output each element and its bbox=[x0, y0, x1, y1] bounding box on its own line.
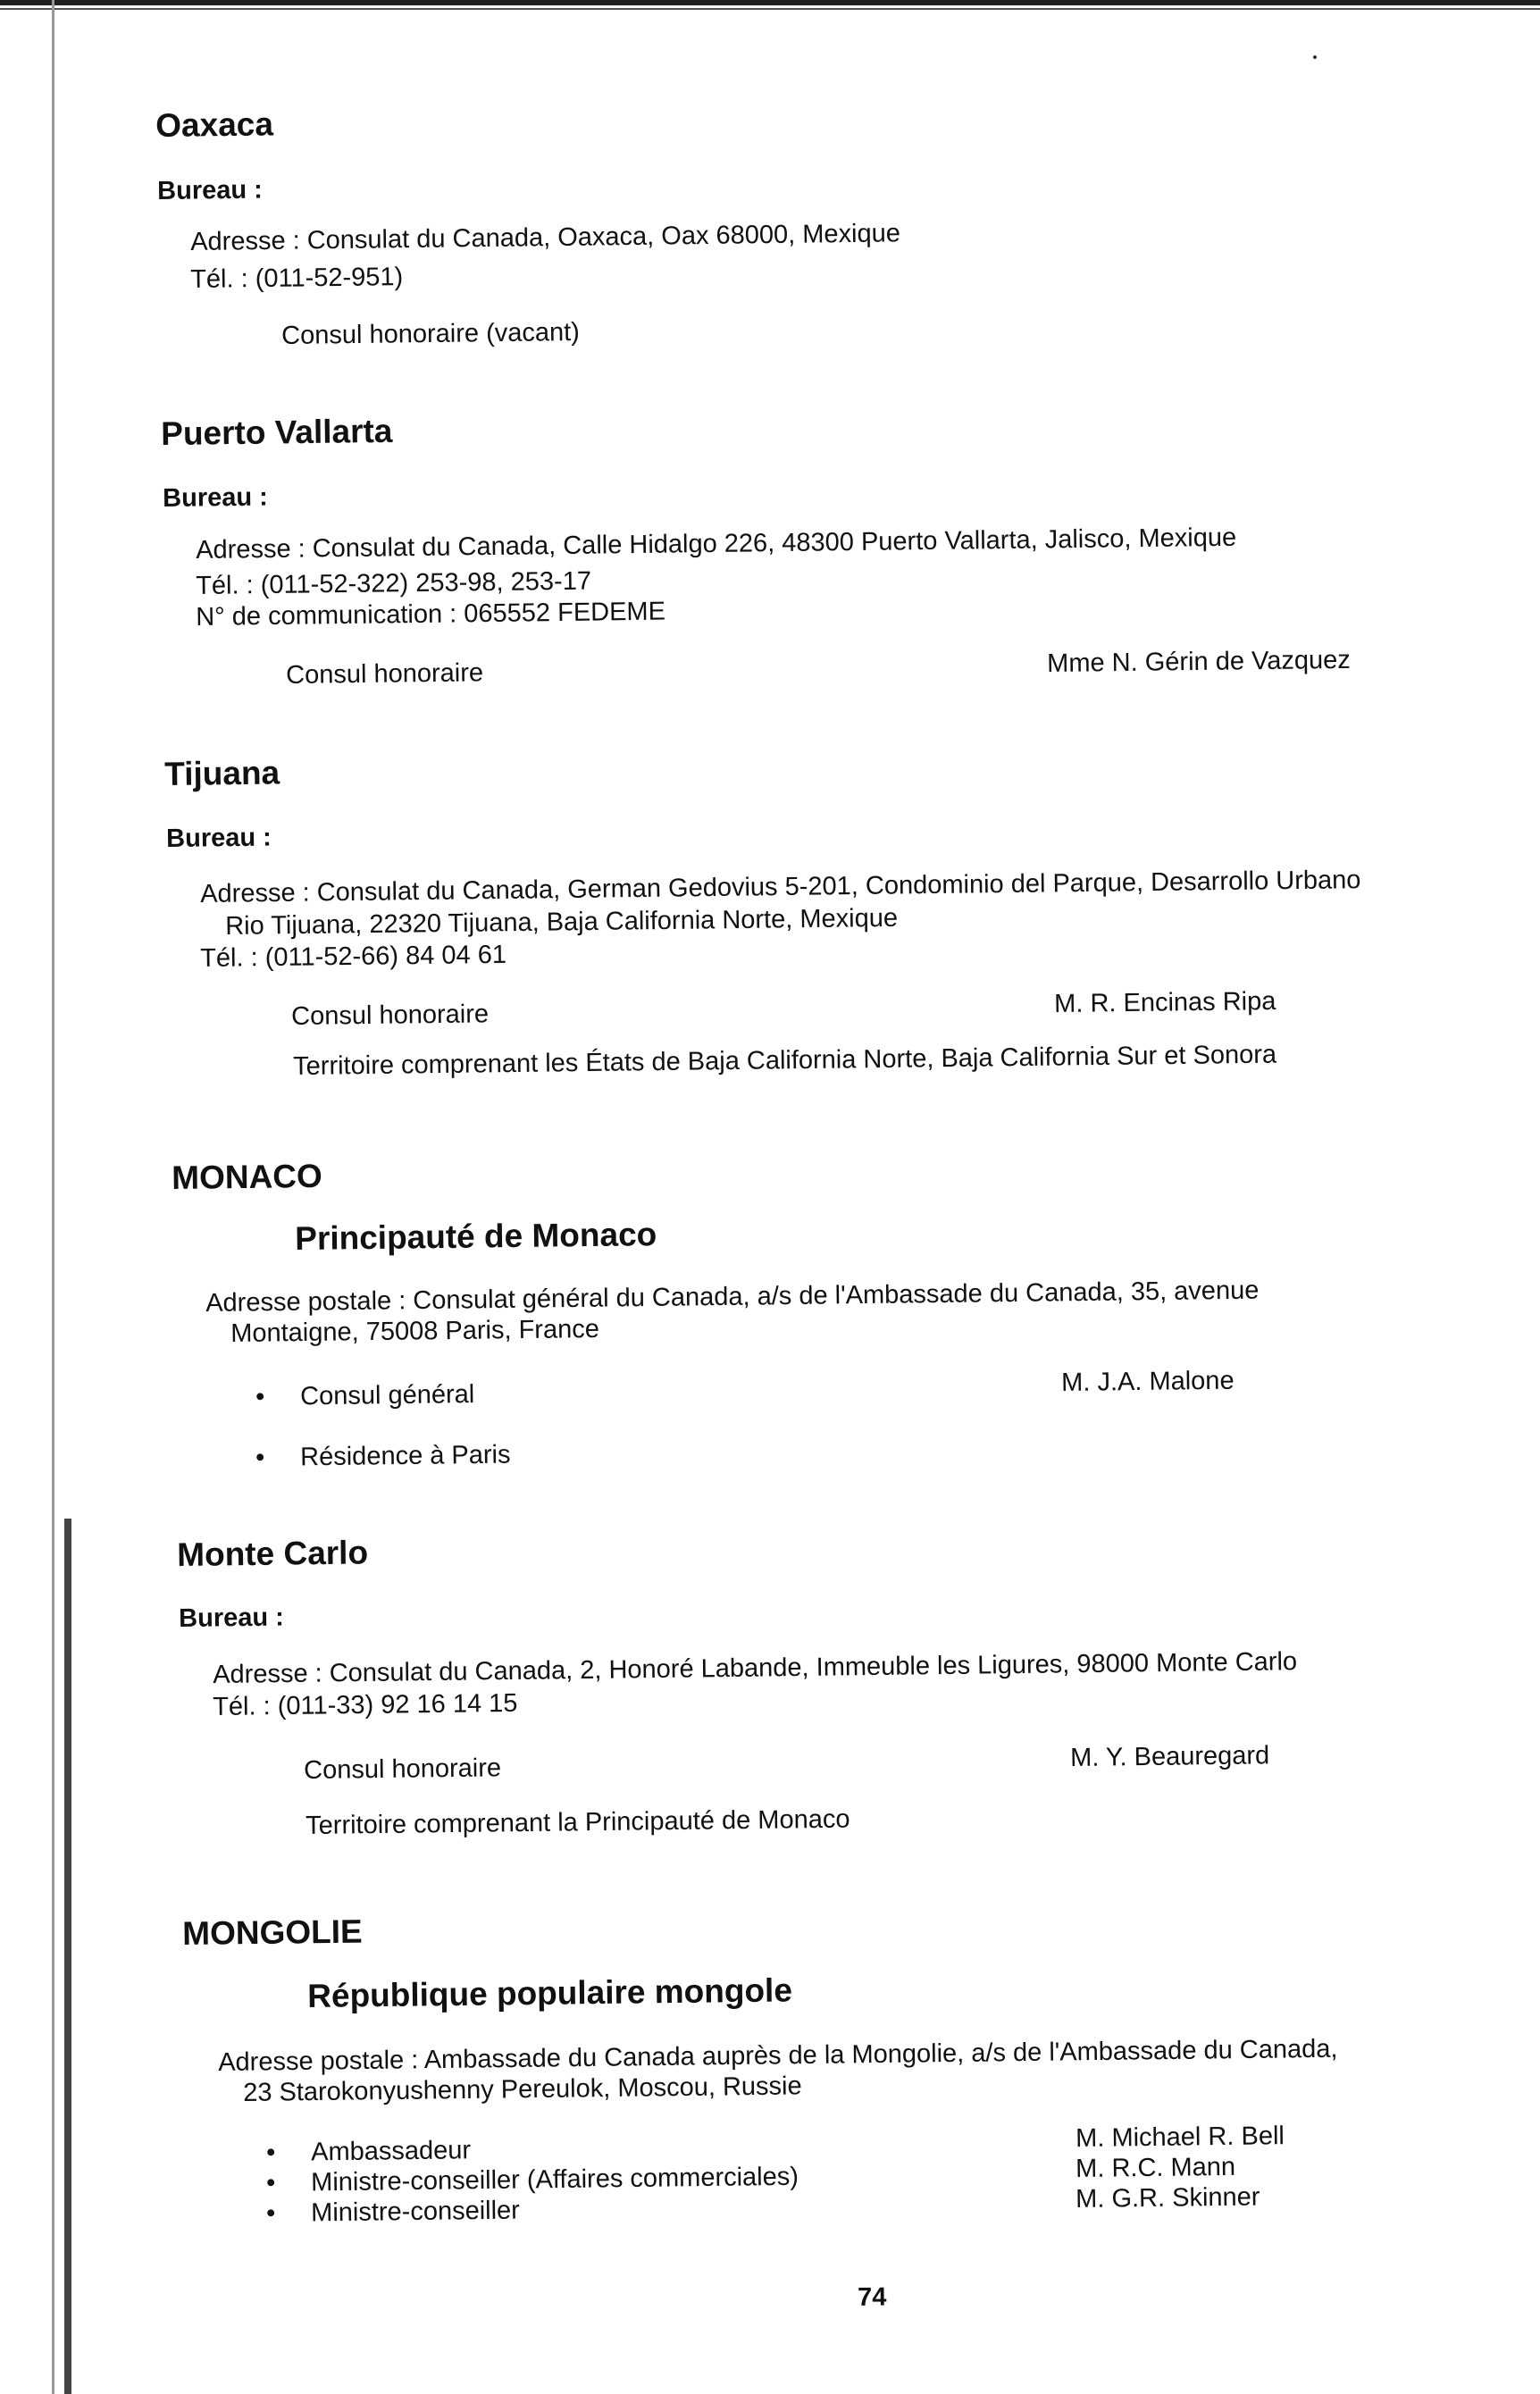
page-number: 74 bbox=[858, 2282, 887, 2312]
bureau-label: Bureau : bbox=[179, 1603, 285, 1633]
city-heading-puerto-vallarta: Puerto Vallarta bbox=[161, 412, 393, 452]
official-name: Principauté de Monaco bbox=[295, 1216, 657, 1257]
address-line: Adresse : Consulat du Canada, Calle Hidalgo 226, 48300 Puerto Vallarta, Jalisco, Mexique bbox=[196, 523, 1237, 565]
person-name: M. G.R. Skinner bbox=[1075, 2182, 1260, 2214]
address-line: Adresse : Consulat du Canada, Oaxaca, Oax 68000, Mexique bbox=[190, 219, 901, 256]
postal-address-line: Adresse postale : Ambassade du Canada auprès de la Mongolie, a/s de l'Ambassade du Canada, bbox=[218, 2034, 1338, 2077]
person-name: M. R. Encinas Ripa bbox=[1054, 986, 1276, 1018]
person-name: M. Y. Beauregard bbox=[1070, 1741, 1270, 1772]
staff-role: • Ambassadeur bbox=[266, 2136, 471, 2168]
person-name: M. J.A. Malone bbox=[1061, 1366, 1235, 1397]
territory-line: Territoire comprenant les États de Baja California Norte, Baja California Sur et Sonora bbox=[293, 1040, 1277, 1081]
address-line-continued: Rio Tijuana, 22320 Tijuana, Baja California Norte, Mexique bbox=[225, 903, 899, 941]
tel-line: Tél. : (011-52-66) 84 04 61 bbox=[200, 940, 507, 973]
postal-address-line-continued: 23 Starokonyushenny Pereulok, Moscou, Russie bbox=[243, 2072, 802, 2107]
address-line: Adresse : Consulat du Canada, German Gedovius 5-201, Condominio del Parque, Desarrollo Urbano bbox=[200, 866, 1361, 908]
role-line: Consul honoraire bbox=[286, 658, 484, 690]
city-heading-monte-carlo: Monte Carlo bbox=[177, 1534, 369, 1573]
scan-left-edge bbox=[52, 0, 54, 2394]
official-name: République populaire mongole bbox=[307, 1971, 793, 2014]
scan-speck bbox=[1313, 55, 1317, 59]
tel-line: Tél. : (011-33) 92 16 14 15 bbox=[213, 1688, 518, 1721]
person-name: Mme N. Gérin de Vazquez bbox=[1047, 645, 1351, 678]
bureau-label: Bureau : bbox=[166, 823, 272, 853]
bureau-label: Bureau : bbox=[163, 482, 269, 513]
role-line: Consul honoraire bbox=[291, 1000, 490, 1031]
staff-role: • Consul général bbox=[255, 1380, 474, 1412]
scan-binding-shadow bbox=[64, 1519, 71, 2394]
country-heading-monaco: MONACO bbox=[172, 1157, 323, 1196]
tel-line: Tél. : (011-52-322) 253-98, 253-17 bbox=[196, 566, 592, 600]
territory-line: Territoire comprenant la Principauté de Monaco bbox=[305, 1804, 850, 1840]
address-line: Adresse : Consulat du Canada, 2, Honoré Labande, Immeuble les Ligures, 98000 Monte Carlo bbox=[213, 1647, 1298, 1689]
postal-address-line: Adresse postale : Consulat général du Canada, a/s de l'Ambassade du Canada, 35, avenue bbox=[205, 1276, 1260, 1318]
role-line: Consul honoraire (vacant) bbox=[281, 317, 581, 350]
role-line: Consul honoraire bbox=[304, 1754, 502, 1785]
country-heading-mongolie: MONGOLIE bbox=[182, 1913, 363, 1952]
person-name: M. Michael R. Bell bbox=[1075, 2122, 1285, 2153]
scan-top-edge-line bbox=[0, 8, 1540, 10]
bureau-label: Bureau : bbox=[157, 175, 264, 205]
city-heading-tijuana: Tijuana bbox=[164, 754, 280, 792]
postal-address-line-continued: Montaigne, 75008 Paris, France bbox=[230, 1314, 600, 1348]
city-heading-oaxaca: Oaxaca bbox=[155, 105, 274, 144]
staff-role: • Ministre-conseiller (Affaires commerciales) bbox=[266, 2163, 799, 2198]
communication-line: N° de communication : 065552 FEDEME bbox=[196, 597, 666, 632]
person-name: M. R.C. Mann bbox=[1075, 2152, 1236, 2183]
scan-top-edge bbox=[0, 0, 1540, 5]
tel-line: Tél. : (011-52-951) bbox=[190, 263, 404, 294]
staff-role: • Résidence à Paris bbox=[255, 1441, 511, 1473]
staff-role: • Ministre-conseiller bbox=[266, 2197, 520, 2229]
